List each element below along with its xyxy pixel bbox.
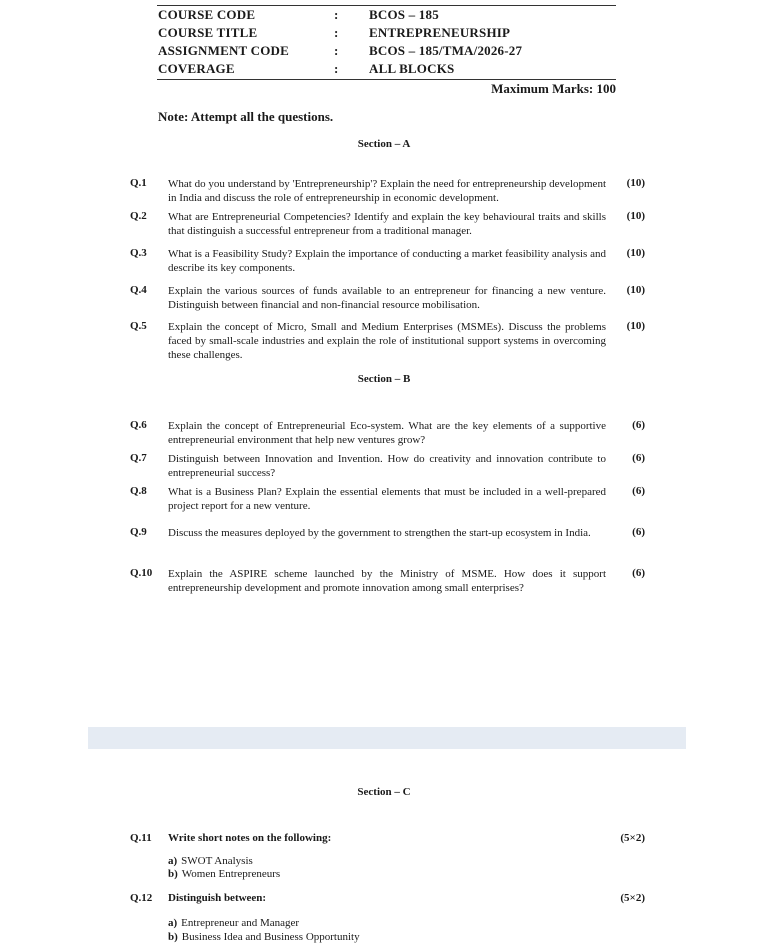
course-code-label: COURSE CODE	[158, 7, 256, 22]
question-number: Q.3	[130, 247, 147, 259]
question-text: What are Entrepreneurial Competencies? Identify and explain the key behavioural traits and skills that distinguish a successful entrepreneur from a traditional manager.	[168, 211, 606, 237]
maximum-marks: Maximum Marks: 100	[491, 81, 616, 96]
header-top-rule	[157, 5, 616, 6]
question-text: What do you understand by 'Entrepreneurship'? Explain the need for entrepreneurship development in India and discuss the role of entrepreneurship in economic development.	[168, 178, 606, 204]
coverage-colon: :	[334, 61, 339, 76]
question-marks: (6)	[632, 485, 645, 497]
section-c-title: Section – C	[357, 786, 411, 798]
question-text: Discuss the measures deployed by the government to strengthen the start-up ecosystem in India.	[168, 527, 591, 539]
page-separator	[88, 727, 686, 749]
question-title: Distinguish between:	[168, 892, 267, 904]
assignment-code-value: BCOS – 185/TMA/2026-27	[369, 43, 523, 58]
question-marks: (5×2)	[620, 892, 645, 904]
question-text: Explain the concept of Micro, Small and Medium Enterprises (MSMEs). Discuss the problems faced by small-scale industries and explain the role of institutional support systems in overcoming these challenges.	[168, 321, 606, 361]
question-number: Q.5	[130, 320, 147, 332]
question-number: Q.11	[130, 832, 152, 844]
question-text: Explain the concept of Entrepreneurial Eco-system. What are the key elements of a supportive entrepreneurial environment that help new ventures grow?	[168, 420, 606, 446]
sub-item-text: SWOT Analysis	[181, 855, 253, 867]
question-marks: (6)	[632, 567, 645, 579]
question-marks: (10)	[626, 247, 645, 259]
question-number: Q.9	[130, 526, 147, 538]
question-marks: (6)	[632, 452, 645, 464]
header-bottom-rule	[157, 79, 616, 80]
question-text: What is a Business Plan? Explain the essential elements that must be included in a well-prepared project report for a new venture.	[168, 486, 606, 512]
sub-item	[168, 868, 280, 880]
assignment-code-colon: :	[334, 43, 339, 58]
course-title-label: COURSE TITLE	[158, 25, 258, 40]
question-marks: (6)	[632, 526, 645, 538]
question-number: Q.1	[130, 177, 147, 189]
question-number: Q.8	[130, 485, 147, 497]
course-code-value: BCOS – 185	[369, 7, 439, 22]
question-marks: (10)	[626, 177, 645, 189]
question-text: What is a Feasibility Study? Explain the importance of conducting a market feasibility analysis and describe its key components.	[168, 248, 606, 274]
question-marks: (10)	[626, 284, 645, 296]
sub-item-letter: b)	[168, 868, 178, 880]
sub-item	[168, 855, 253, 867]
assignment-code-label: ASSIGNMENT CODE	[158, 43, 289, 58]
section-a-title: Section – A	[357, 138, 411, 150]
sub-item-text: Business Idea and Business Opportunity	[181, 931, 360, 943]
section-b-title: Section – B	[357, 373, 411, 385]
course-title-colon: :	[334, 25, 339, 40]
sub-item-letter: a)	[168, 855, 178, 867]
question-number: Q.4	[130, 284, 147, 296]
question-title: Write short notes on the following:	[168, 832, 332, 844]
sub-item-text: Entrepreneur and Manager	[181, 917, 300, 929]
coverage-label: COVERAGE	[158, 61, 235, 76]
question-text: Explain the various sources of funds available to an entrepreneur for financing a new venture. Distinguish between financial and non-financial resource mobilisation.	[168, 285, 606, 311]
course-title-value: ENTREPRENEURSHIP	[369, 25, 511, 40]
sub-item-letter: b)	[168, 931, 178, 943]
question-marks: (5×2)	[620, 832, 645, 844]
question-number: Q.12	[130, 892, 153, 904]
sub-item	[168, 917, 299, 929]
question-number: Q.7	[130, 452, 147, 464]
question-text: Distinguish between Innovation and Invention. How do creativity and innovation contribute to entrepreneurial success?	[168, 453, 606, 479]
coverage-value: ALL BLOCKS	[369, 61, 455, 76]
question-marks: (10)	[626, 210, 645, 222]
question-text: Explain the ASPIRE scheme launched by the Ministry of MSME. How does it support entrepreneurship development and promote innovation among small enterprises?	[168, 568, 606, 594]
question-number: Q.2	[130, 210, 147, 222]
course-code-colon: :	[334, 7, 339, 22]
question-marks: (10)	[626, 320, 645, 332]
sub-item-text: Women Entrepreneurs	[181, 868, 281, 880]
question-number: Q.6	[130, 419, 147, 431]
note-text: Note: Attempt all the questions.	[158, 109, 334, 124]
sub-item-letter: a)	[168, 917, 178, 929]
question-marks: (6)	[632, 419, 645, 431]
question-number: Q.10	[130, 567, 153, 579]
sub-item	[168, 931, 360, 943]
